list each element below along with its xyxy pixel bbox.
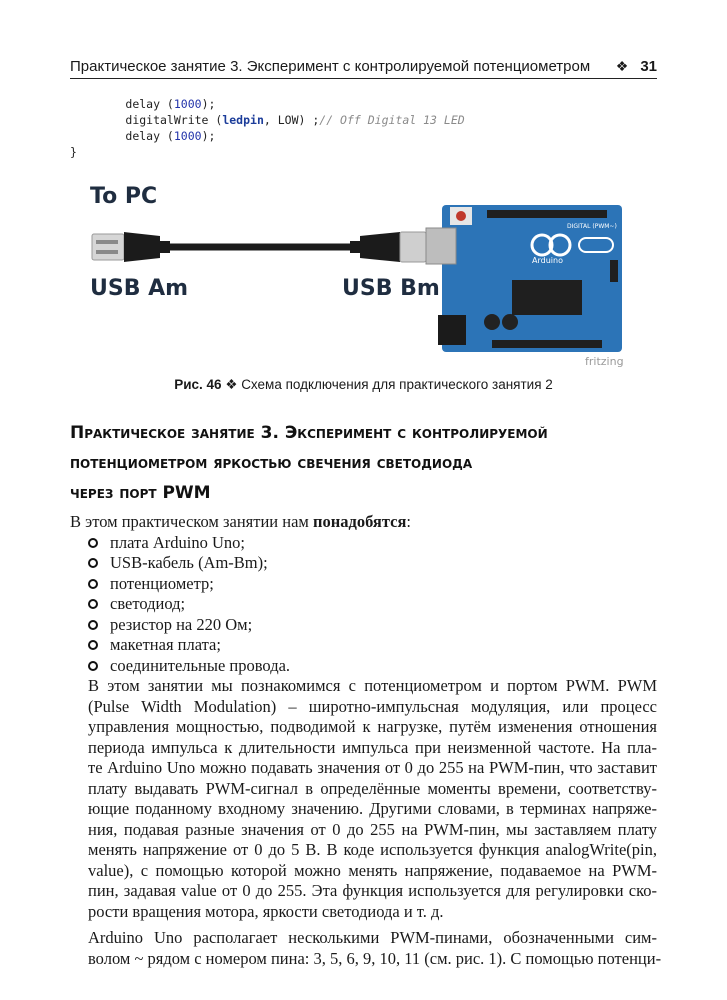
- bullet-icon: [88, 558, 98, 568]
- code-line-1: delay (1000);: [125, 97, 216, 111]
- figure-number: Рис. 46: [174, 377, 222, 392]
- paragraph-pwm: В этом занятии мы познакомимся с потенциометром и портом PWM. PWM (Pulse Width Modulation) – широтно-импульсная модуляция, или процесс управления мощностью, подводимой к нагрузке, путём изменения отношения периода импульса к длительности импульса при неизменной частоте. На пла- те Arduino Uno можно подавать значения от 0 до 255 на PWM-пин, что заставит плату выдавать PWM-сигнал в определённые моменты времени, соответству- ющие поданному входному значению. Другими словами, в терминах напряже- ния, подавая разные значения от 0 до 255 на PWM-пин, мы заставляем плату менять напряжение от 0 до 5 В. В коде используется функция analogWrite(pin, value), с помощью которой можно менять напряжение, подаваемое на PWM- пин, задавая value от 0 до 255. Эта функция используется для регулировки ско- рости вращения мотора, яркости светодиода и т. д.: [88, 676, 657, 921]
- running-head-title: Практическое занятие 3. Эксперимент с контролируемой потенциометром: [70, 57, 591, 75]
- to-pc-label: To PC: [90, 184, 158, 209]
- connection-figure: [82, 180, 685, 375]
- bullet-icon: [88, 640, 98, 650]
- list-item: USB-кабель (Am-Bm);: [88, 553, 657, 574]
- board-brand-label: Arduino: [532, 256, 563, 265]
- bullet-icon: [88, 579, 98, 589]
- bullet-icon: [88, 661, 98, 671]
- usb-am-label: USB Am: [90, 276, 189, 301]
- running-head-separator: ❖: [615, 57, 629, 74]
- heading-line-2: потенциометром яркостью свечения светодиода: [70, 453, 473, 473]
- caption-text: Схема подключения для практического занятия 2: [241, 377, 553, 392]
- list-item: потенциометр;: [88, 574, 657, 595]
- code-line-3: delay (1000);: [125, 129, 216, 143]
- usb-bm-label: USB Bm: [342, 276, 440, 301]
- list-item: светодиод;: [88, 594, 657, 615]
- caption-separator: ❖: [225, 377, 238, 392]
- board-model-label: UNO: [664, 240, 685, 250]
- section-heading: [70, 418, 660, 508]
- heading-line-1: Практическое занятие 3. Эксперимент с контролируемой: [70, 423, 548, 443]
- intro-paragraph: В этом практическом занятии нам понадобятся:: [70, 512, 411, 531]
- paragraph-pins: Arduino Uno располагает несколькими PWM-пинами, обозначенными сим- волом ~ рядом с номером пина: 3, 5, 6, 9, 10, 11 (см. рис. 1). С помощью потенци-: [88, 928, 662, 968]
- code-line-2: digitalWrite (ledpin, LOW) ;// Off Digital 13 LED: [125, 113, 465, 127]
- page-number: 31: [640, 57, 657, 75]
- fritzing-watermark: fritzing: [585, 355, 624, 368]
- list-item: резистор на 220 Ом;: [88, 615, 657, 636]
- usb-b-plug: [350, 232, 426, 262]
- list-item: соединительные провода.: [88, 656, 657, 677]
- figure-caption: [0, 377, 727, 393]
- list-item: плата Arduino Uno;: [88, 533, 657, 554]
- heading-line-3: через порт PWM: [70, 483, 211, 503]
- bullet-icon: [88, 620, 98, 630]
- running-head: [70, 54, 657, 79]
- usb-a-plug: [92, 232, 170, 262]
- bullet-icon: [88, 538, 98, 548]
- body-text: [70, 512, 662, 969]
- list-item: макетная плата;: [88, 635, 657, 656]
- components-list: [70, 533, 657, 677]
- board-digital-label: DIGITAL (PWM~): [567, 223, 617, 230]
- code-listing: [70, 96, 465, 160]
- bullet-icon: [88, 599, 98, 609]
- code-line-4: }: [70, 145, 77, 159]
